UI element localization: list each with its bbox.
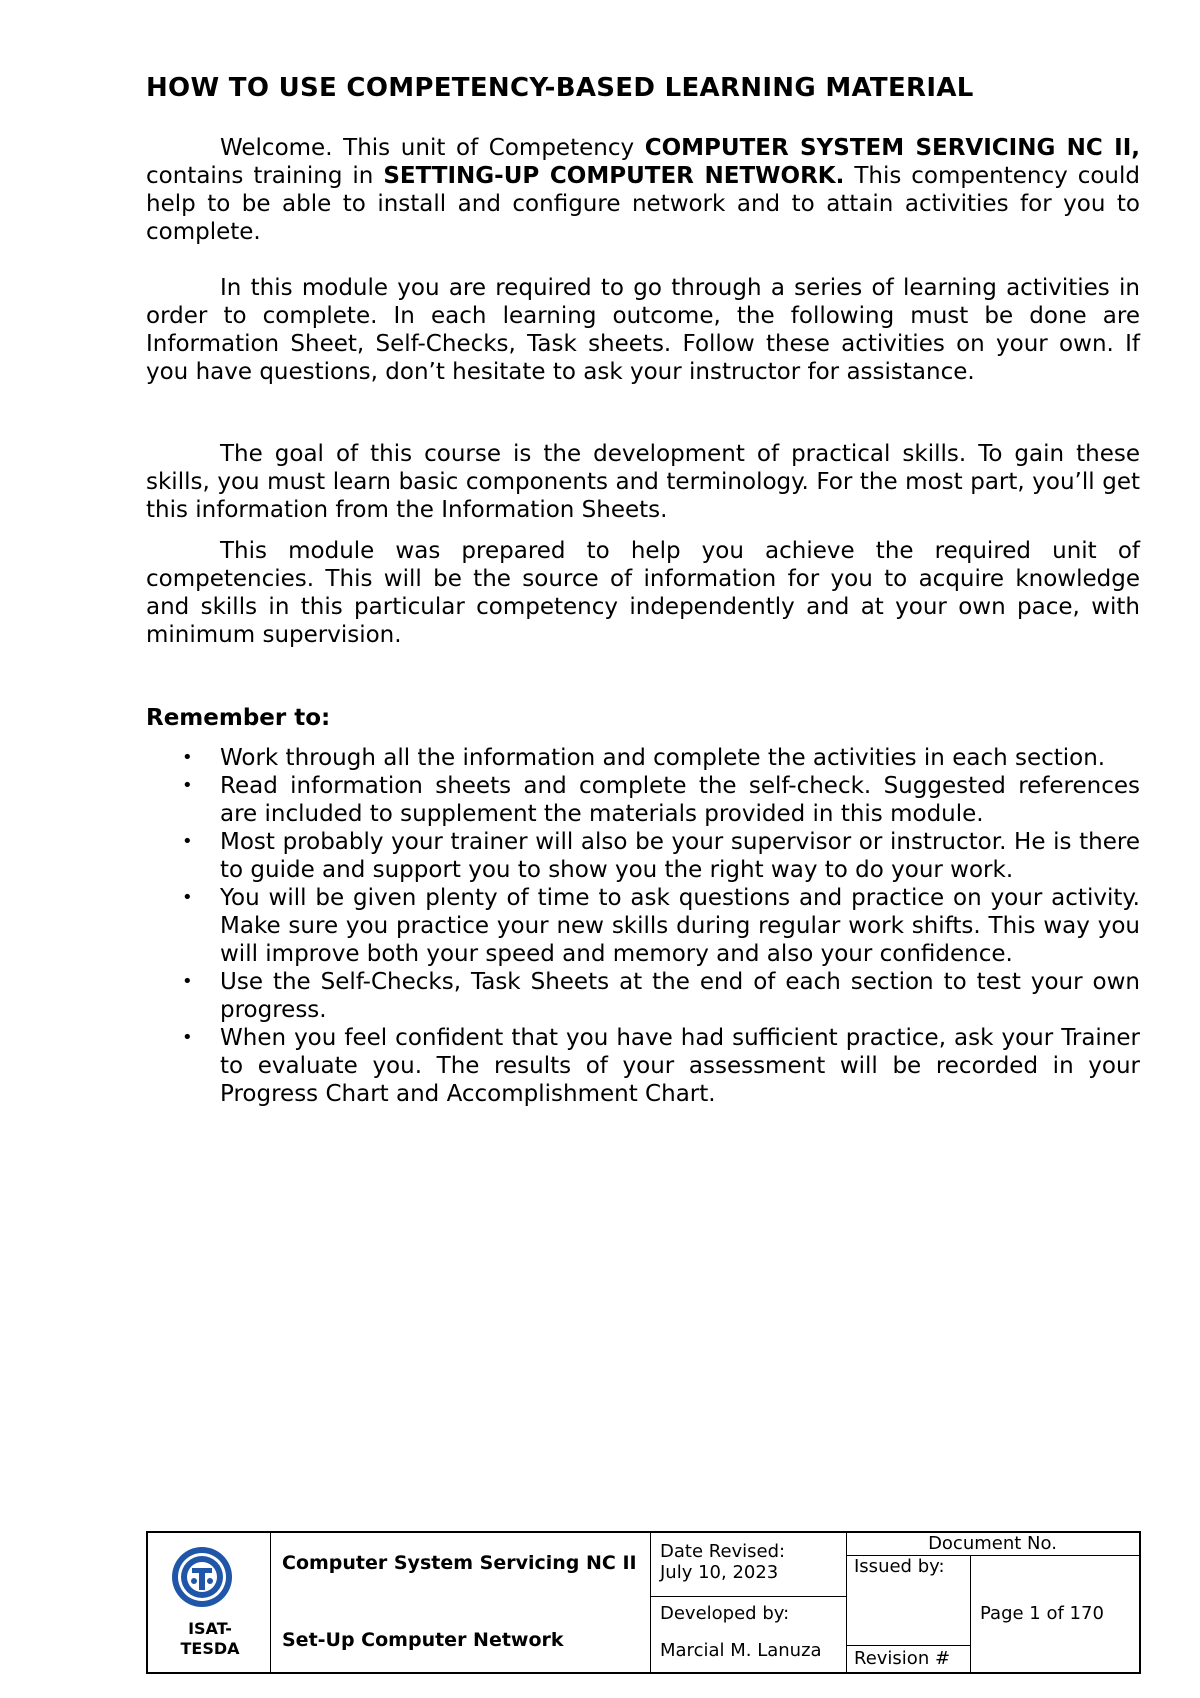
org-label: ISAT- TESDA: [180, 1619, 240, 1658]
logo-cell: [148, 1533, 270, 1672]
bullet-icon: •: [182, 971, 193, 992]
bullet-icon: •: [182, 887, 193, 908]
divider: [650, 1533, 651, 1672]
tesda-seal-icon: [170, 1545, 234, 1609]
paragraph-welcome: Welcome. This unit of Competency COMPUTER SYSTEM SERVICING NC II, contains training in SETTING-UP COMPUTER NETWORK. This compentency could help to be able to install and configure network and to attain activities for you to complete.: [146, 135, 1140, 245]
issued-by-label: Issued by:: [854, 1556, 945, 1577]
module-name: Set-Up Computer Network: [282, 1629, 564, 1651]
page-title: HOW TO USE COMPETENCY-BASED LEARNING MATERIAL: [146, 73, 974, 103]
document-footer-table: [146, 1531, 1141, 1674]
bullet-icon: •: [182, 831, 193, 852]
document-no-label: Document No.: [928, 1533, 1057, 1554]
list-item: • Most probably your trainer will also be your supervisor or instructor. He is there to guide and support you to show you the right way to do your work.: [182, 829, 1140, 883]
list-item: • When you feel confident that you have had sufficient practice, ask your Trainer to evaluate you. The results of your assessment will be recorded in your Progress Chart and Accomplishment Chart.: [182, 1025, 1140, 1107]
bullet-icon: •: [182, 775, 193, 796]
paragraph-course-goal: The goal of this course is the development of practical skills. To gain these skills, you must learn basic components and terminology. For the most part, you’ll get this information from the Information Sheets.: [146, 441, 1140, 523]
paragraph-module-purpose: This module was prepared to help you achieve the required unit of competencies. This will be the source of information for you to acquire knowledge and skills in this particular competency independently and at your own pace, with minimum supervision.: [146, 538, 1140, 648]
bullet-icon: •: [182, 1027, 193, 1048]
developed-by-label: Developed by:: [660, 1603, 790, 1624]
bullet-icon: •: [182, 747, 193, 768]
list-item: • You will be given plenty of time to ask questions and practice on your activity. Make sure you practice your new skills during regular work shifts. This way you will improve both your speed and memory and also your confidence.: [182, 885, 1140, 967]
list-item: • Read information sheets and complete the self-check. Suggested references are included to supplement the materials provided in this module.: [182, 773, 1140, 827]
divider: [650, 1596, 846, 1597]
developed-by-value: Marcial M. Lanuza: [660, 1640, 822, 1661]
date-revised-value: July 10, 2023: [660, 1562, 779, 1583]
revision-label: Revision #: [854, 1648, 951, 1669]
paragraph-module-requirements: In this module you are required to go through a series of learning activities in order to complete. In each learning outcome, the following must be done are Information Sheet, Self-Checks, Task sheets. Follow these activities on your own. If you have questions, don’t hesitate to ask your instructor for assistance.: [146, 275, 1140, 385]
divider: [846, 1645, 970, 1646]
list-item: • Use the Self-Checks, Task Sheets at the end of each section to test your own progress.: [182, 969, 1140, 1023]
course-name: Computer System Servicing NC II: [282, 1552, 637, 1574]
list-item: • Work through all the information and complete the activities in each section.: [182, 745, 1106, 771]
divider: [970, 1555, 971, 1672]
remember-heading: Remember to:: [146, 705, 331, 731]
remember-list: [146, 744, 1140, 1108]
tesda-logo: [170, 1545, 234, 1609]
page-number: Page 1 of 170: [980, 1603, 1104, 1624]
date-revised-label: Date Revised:: [660, 1541, 786, 1562]
